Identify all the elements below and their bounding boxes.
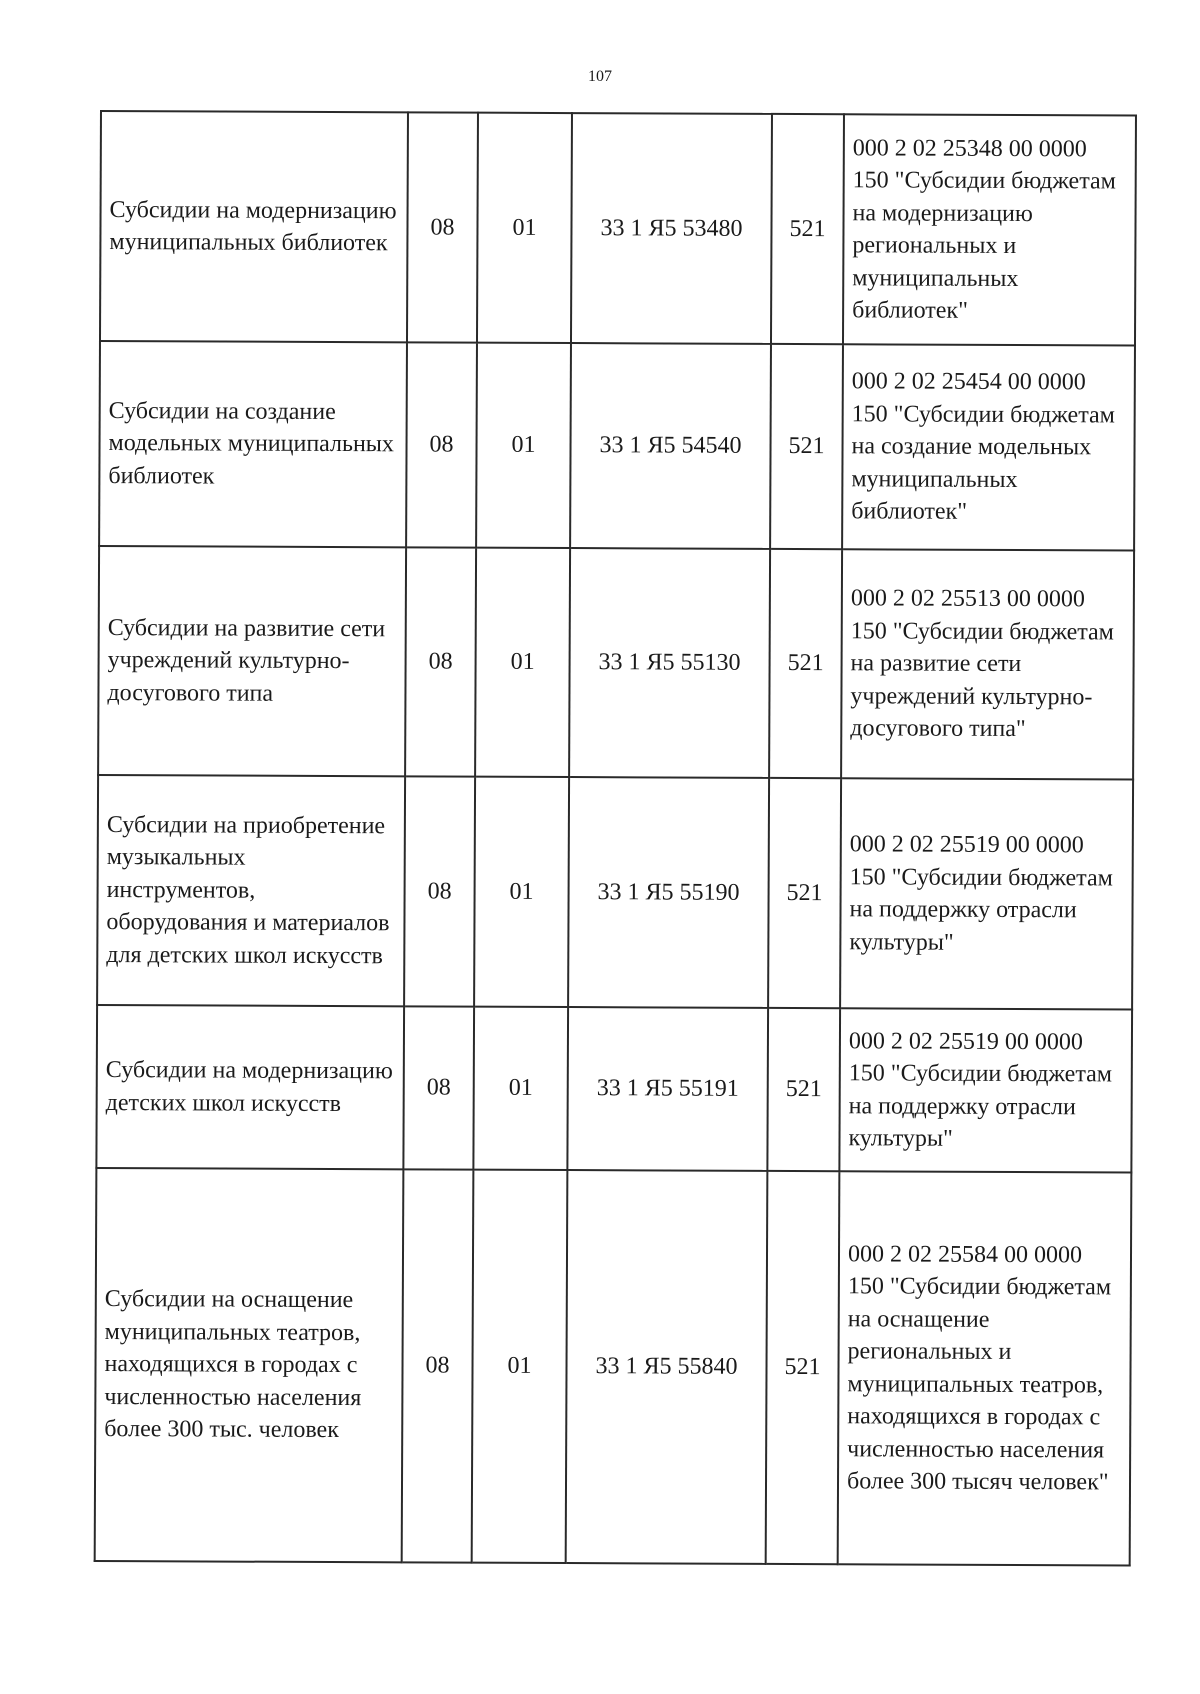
subsidy-name-cell: Субсидии на развитие сети учреждений культурно-досугового типа — [98, 546, 406, 776]
income-code-cell: 000 2 02 25348 00 0000 150 "Субсидии бюджетам на модернизацию региональных и муниципальных библиотек" — [843, 114, 1136, 345]
subsidy-name-cell: Субсидии на модернизацию муниципальных библиотек — [100, 111, 408, 342]
subsection-code-cell: 01 — [474, 777, 569, 1007]
section-code-cell: 08 — [405, 547, 476, 776]
income-code-cell: 000 2 02 25519 00 0000 150 "Субсидии бюджетам на поддержку отрасли культуры" — [840, 778, 1133, 1009]
subsection-code-cell: 01 — [473, 1007, 568, 1170]
table-row — [98, 546, 1134, 780]
section-code-cell: 08 — [402, 1169, 474, 1562]
expense-type-cell: 521 — [770, 344, 843, 549]
subsidy-name-cell: Субсидии на создание модельных муниципальных библиотек — [99, 341, 407, 547]
target-article-cell: 33 1 Я5 54540 — [570, 343, 771, 549]
section-code-cell: 08 — [407, 112, 478, 342]
target-article-cell: 33 1 Я5 55190 — [568, 777, 769, 1008]
table-row — [99, 341, 1135, 551]
subsection-code-cell: 01 — [472, 1170, 568, 1563]
budget-table — [94, 110, 1137, 1567]
table-row — [96, 1005, 1132, 1173]
section-code-cell: 08 — [403, 1006, 474, 1169]
subsidy-name-cell: Субсидии на оснащение муниципальных театров, находящихся в городах с численностью населения более 300 тыс. человек — [95, 1168, 404, 1562]
expense-type-cell: 521 — [771, 114, 844, 344]
page-number: 107 — [588, 68, 612, 85]
expense-type-cell: 521 — [766, 1171, 840, 1564]
income-code-cell: 000 2 02 25519 00 0000 150 "Субсидии бюджетам на поддержку отрасли культуры" — [839, 1008, 1132, 1172]
target-article-cell: 33 1 Я5 55191 — [567, 1007, 768, 1171]
section-code-cell: 08 — [406, 342, 477, 547]
subsection-code-cell: 01 — [476, 343, 571, 548]
target-article-cell: 33 1 Я5 53480 — [571, 113, 772, 344]
subsection-code-cell: 01 — [475, 548, 570, 777]
expense-type-cell: 521 — [769, 549, 842, 778]
section-code-cell: 08 — [404, 776, 475, 1006]
expense-type-cell: 521 — [768, 778, 841, 1008]
table-row — [100, 111, 1136, 346]
target-article-cell: 33 1 Я5 55130 — [569, 548, 770, 778]
income-code-cell: 000 2 02 25584 00 0000 150 "Субсидии бюджетам на оснащение региональных и муниципальных театров, находящихся в городах с численностью населения более 300 тысяч человек" — [838, 1171, 1132, 1565]
target-article-cell: 33 1 Я5 55840 — [566, 1170, 768, 1564]
subsidy-name-cell: Субсидии на приобретение музыкальных инструментов, оборудования и материалов для детских школ искусств — [97, 775, 405, 1006]
table-row — [97, 775, 1133, 1010]
expense-type-cell: 521 — [767, 1008, 840, 1171]
income-code-cell: 000 2 02 25513 00 0000 150 "Субсидии бюджетам на развитие сети учреждений культурно-досугового типа" — [841, 549, 1134, 779]
table-row — [95, 1168, 1132, 1566]
subsection-code-cell: 01 — [477, 113, 572, 343]
income-code-cell: 000 2 02 25454 00 0000 150 "Субсидии бюджетам на создание модельных муниципальных библиотек" — [842, 344, 1135, 550]
subsidy-name-cell: Субсидии на модернизацию детских школ искусств — [96, 1005, 404, 1169]
